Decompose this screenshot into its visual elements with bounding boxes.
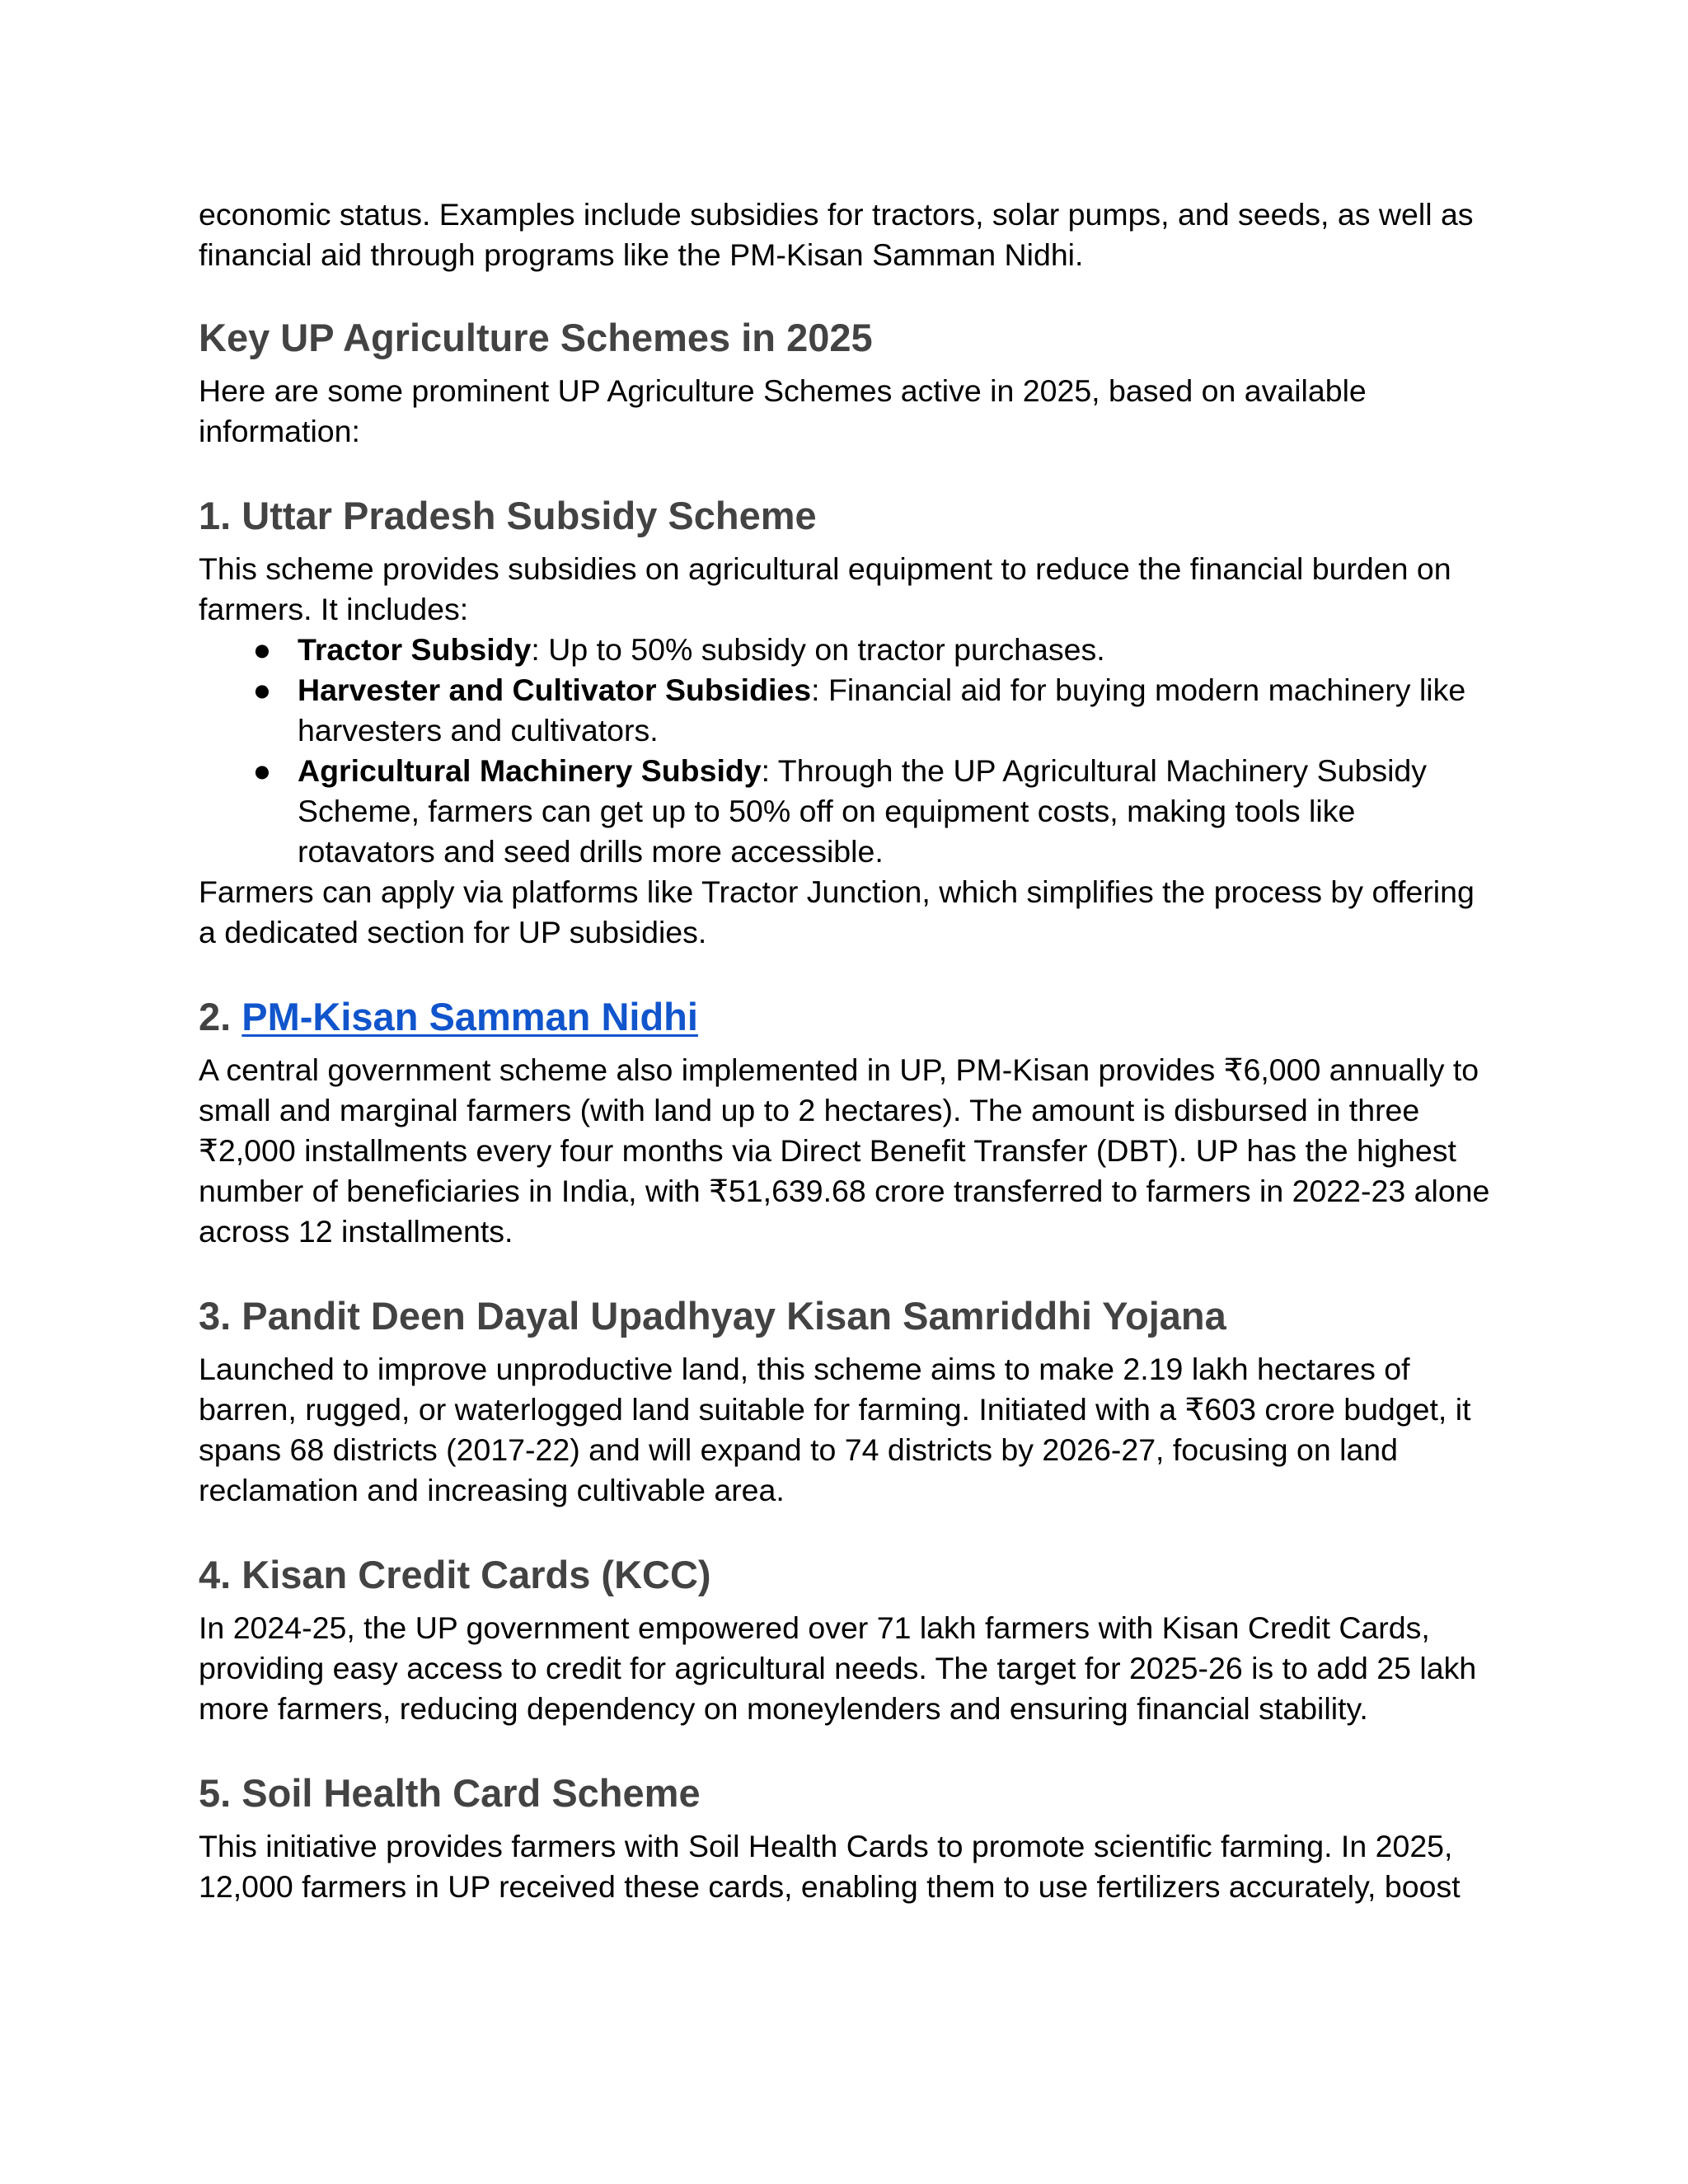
document-page	[199, 194, 1493, 1907]
scheme1-intro: This scheme provides subsidies on agricultural equipment to reduce the financial burden on farmers. It includes:	[199, 551, 1451, 626]
scheme2-number: 2.	[199, 995, 242, 1038]
list-item-text: : Through the UP Agricultural Machinery Subsidy Scheme, farmers can get up to 50% off on equipment costs, making tools like rotavators and seed drills more accessible.	[298, 753, 1428, 869]
key-schemes-heading: Key UP Agriculture Schemes in 2025	[199, 316, 873, 359]
scheme5-heading: 5. Soil Health Card Scheme	[199, 1771, 701, 1815]
scheme3-paragraph: Launched to improve unproductive land, this scheme aims to make 2.19 lakh hectares of barren, rugged, or waterlogged land suitable for farming. Initiated with a ₹603 crore budget, it spans 68 districts (2017-22) and will expand to 74 districts by 2026-27, focusing on land reclamation and increasing cultivable area.	[199, 1352, 1471, 1507]
list-item	[199, 630, 1493, 670]
scheme1-list	[199, 630, 1493, 872]
list-item-text: : Financial aid for buying modern machinery like harvesters and cultivators.	[298, 673, 1466, 748]
list-item-title: Harvester and Cultivator Subsidies	[298, 673, 812, 707]
intro-paragraph: economic status. Examples include subsidies for tractors, solar pumps, and seeds, as well as financial aid through programs like the PM-Kisan Samman Nidhi.	[199, 197, 1474, 272]
list-item	[199, 670, 1493, 751]
scheme1-heading: 1. Uttar Pradesh Subsidy Scheme	[199, 494, 817, 537]
scheme3-heading: 3. Pandit Deen Dayal Upadhyay Kisan Samriddhi Yojana	[199, 1294, 1226, 1338]
list-item	[199, 751, 1493, 872]
bullet-icon: ●	[252, 753, 272, 788]
scheme2-paragraph: A central government scheme also implemented in UP, PM-Kisan provides ₹6,000 annually to small and marginal farmers (with land up to 2 hectares). The amount is disbursed in three ₹2,000 installments every four months via Direct Benefit Transfer (DBT). UP has the highest number of beneficiaries in India, with ₹51,639.68 crore transferred to farmers in 2022-23 alone across 12 installments.	[199, 1052, 1490, 1249]
scheme4-heading: 4. Kisan Credit Cards (KCC)	[199, 1553, 711, 1596]
key-schemes-paragraph: Here are some prominent UP Agriculture Schemes active in 2025, based on available information:	[199, 373, 1367, 448]
scheme5-paragraph: This initiative provides farmers with Soil Health Cards to promote scientific farming. In 2025, 12,000 farmers in UP received these cards, enabling them to use fertilizers accurately, boost	[199, 1829, 1461, 1904]
bullet-icon: ●	[252, 632, 272, 667]
scheme1-outro: Farmers can apply via platforms like Tractor Junction, which simplifies the process by offering a dedicated section for UP subsidies.	[199, 874, 1475, 949]
scheme4-paragraph: In 2024-25, the UP government empowered over 71 lakh farmers with Kisan Credit Cards, providing easy access to credit for agricultural needs. The target for 2025-26 is to add 25 lakh more farmers, reducing dependency on moneylenders and ensuring financial stability.	[199, 1610, 1477, 1726]
pm-kisan-link[interactable]: PM-Kisan Samman Nidhi	[241, 995, 698, 1038]
list-item-title: Tractor Subsidy	[298, 632, 532, 667]
bullet-icon: ●	[252, 673, 272, 707]
scheme2-heading	[199, 992, 1493, 1042]
list-item-text: : Up to 50% subsidy on tractor purchases.	[531, 632, 1105, 667]
list-item-title: Agricultural Machinery Subsidy	[298, 753, 762, 788]
